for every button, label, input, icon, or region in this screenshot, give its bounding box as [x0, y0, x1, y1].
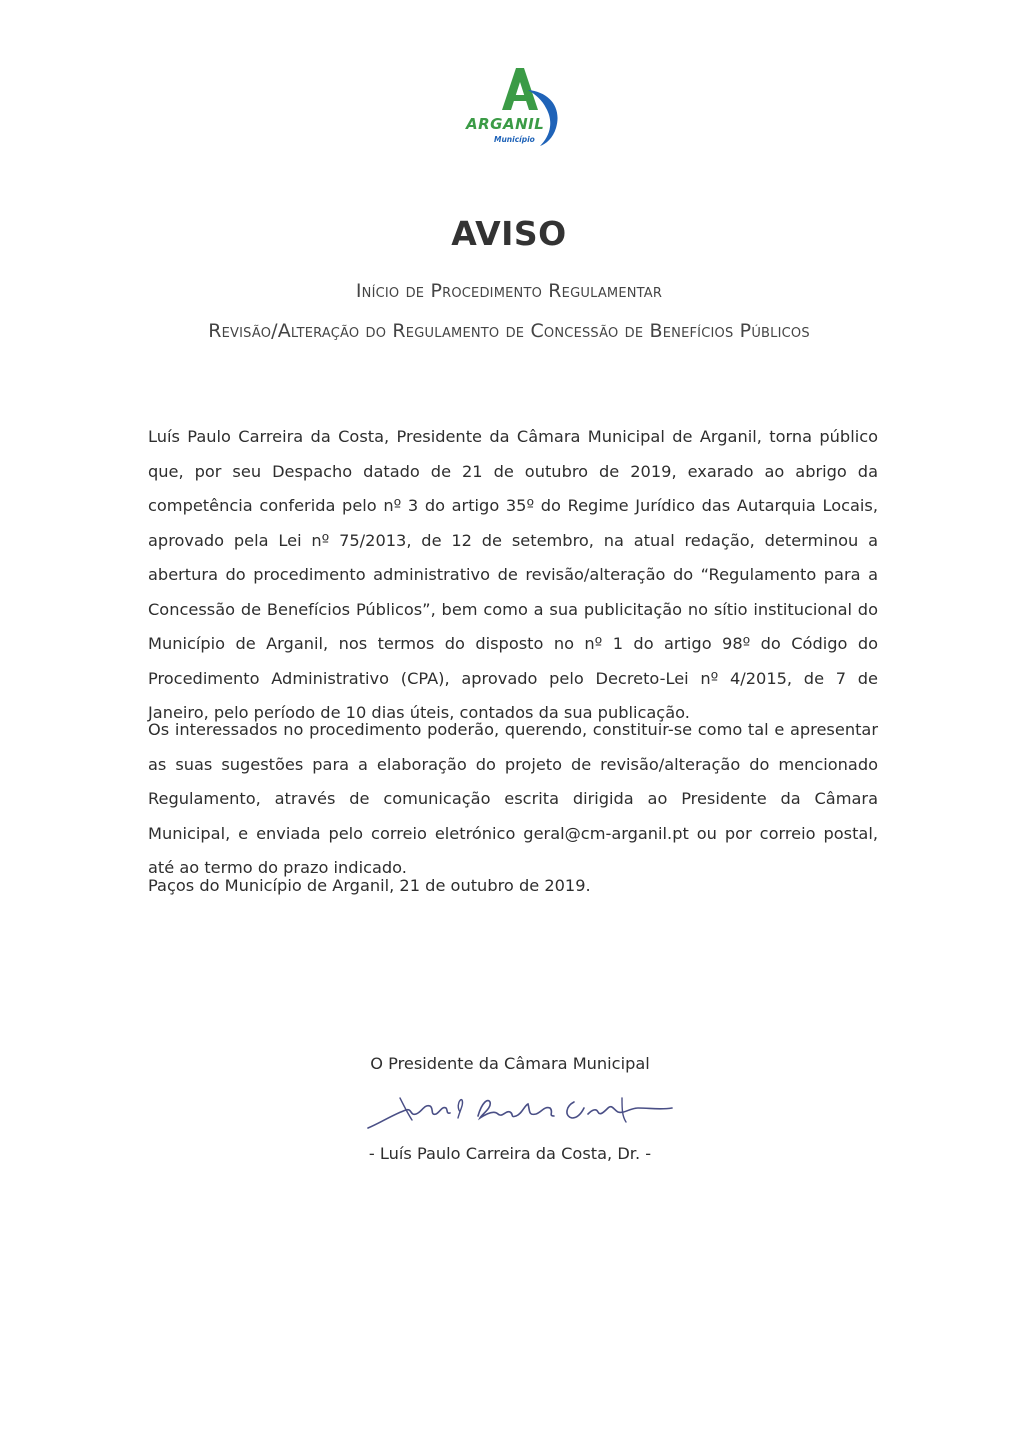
notice-subtitle-regulation: Revisão/Alteração do Regulamento de Concessão de Benefícios Públicos	[208, 320, 810, 342]
notice-subtitle-procedure: Início de Procedimento Regulamentar	[355, 280, 663, 302]
notice-paragraph-participation: Os interessados no procedimento poderão, querendo, constituir-se como tal e apresentar as suas sugestões para a elaboração do projeto de revisão/alteração do mencionado Regulamento, através de comunicação escrita dirigida ao Presidente da Câmara Municipal, e enviada pelo correio eletrónico geral@cm-arganil.pt ou por correio postal, até ao termo do prazo indicado.	[148, 720, 878, 877]
notice-paragraph-dispatch: Luís Paulo Carreira da Costa, Presidente da Câmara Municipal de Arganil, torna público que, por seu Despacho datado de 21 de outubro de 2019, exarado ao abrigo da competência conferida pelo nº 3 do artigo 35º do Regime Jurídico das Autarquia Locais, aprovado pela Lei nº 75/2013, de 12 de setembro, na atual redação, determinou a abertura do procedimento administrativo de revisão/alteração do “Regulamento para a Concessão de Benefícios Públicos”, bem como a sua publicitação no sítio institucional do Município de Arganil, nos termos do disposto no nº 1 do artigo 98º do Código do Procedimento Administrativo (CPA), aprovado pelo Decreto-Lei nº 4/2015, de 7 de Janeiro, pelo período de 10 dias úteis, contados da sua publicação.	[148, 427, 878, 722]
logo-subtitle: Município	[494, 135, 535, 144]
municipality-logo	[458, 62, 568, 150]
notice-paragraph-place-date: Paços do Município de Arganil, 21 de outubro de 2019.	[148, 876, 591, 895]
handwritten-signature	[360, 1088, 680, 1138]
signatory-role: O Presidente da Câmara Municipal	[370, 1054, 650, 1073]
arganil-logo-icon	[458, 62, 568, 150]
logo-wordmark: ARGANIL	[466, 115, 545, 133]
page-title: AVISO	[451, 214, 567, 253]
signatory-name: - Luís Paulo Carreira da Costa, Dr. -	[368, 1144, 652, 1163]
